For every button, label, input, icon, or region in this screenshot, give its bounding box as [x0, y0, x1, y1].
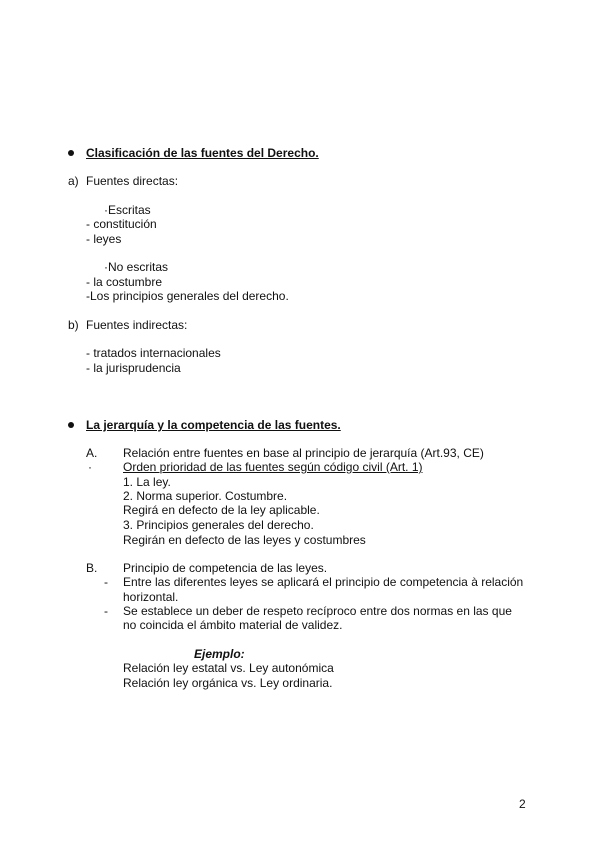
competence-item-line: Se establece un deber de respeto recíproco entre dos normas en las que: [123, 604, 512, 618]
fuentes-indirectas-title: Fuentes indirectas:: [86, 318, 188, 332]
sub-bullet-marker: ·: [88, 460, 92, 474]
priority-order-heading: Orden prioridad de las fuentes según código civil (Art. 1): [123, 460, 423, 474]
list-marker-B: B.: [86, 561, 98, 575]
priority-line: Regirá en defecto de la ley aplicable.: [123, 503, 320, 517]
example-label: Ejemplo:: [194, 647, 245, 661]
list-marker-a: a): [68, 174, 79, 188]
priority-line: Regirán en defecto de las leyes y costumbres: [123, 533, 366, 547]
competence-principle-text: Principio de competencia de las leyes.: [123, 561, 328, 575]
list-item: - constitución: [86, 217, 157, 231]
bullet-icon: [68, 422, 74, 428]
priority-line: 2. Norma superior. Costumbre.: [123, 489, 288, 503]
section-heading-classification: Clasificación de las fuentes del Derecho.: [86, 146, 319, 160]
competence-item-line: horizontal.: [123, 590, 179, 604]
escritas-label: ·Escritas: [104, 203, 151, 217]
list-item: - tratados internacionales: [86, 346, 221, 360]
list-item: -Los principios generales del derecho.: [86, 289, 289, 303]
list-marker-A: A.: [86, 446, 98, 460]
no-escritas-label: ·No escritas: [104, 260, 169, 274]
section-heading-hierarchy: La jerarquía y la competencia de las fuentes.: [86, 418, 341, 432]
list-item: - la jurisprudencia: [86, 361, 181, 375]
bullet-icon: [68, 150, 74, 156]
example-line: Relación ley estatal vs. Ley autonómica: [123, 661, 334, 675]
dash-marker: -: [104, 575, 108, 589]
hierarchy-principle-text: Relación entre fuentes en base al principio de jerarquía (Art.93, CE): [123, 446, 484, 460]
fuentes-directas-title: Fuentes directas:: [86, 174, 179, 188]
list-marker-b: b): [68, 318, 79, 332]
competence-item-line: no coincida el ámbito material de validez.: [123, 618, 343, 632]
dash-marker: -: [104, 604, 108, 618]
priority-line: 1. La ley.: [123, 475, 171, 489]
competence-item-line: Entre las diferentes leyes se aplicará el principio de competencia à relación: [123, 575, 524, 589]
list-item: - leyes: [86, 232, 122, 246]
list-item: - la costumbre: [86, 275, 163, 289]
priority-line: 3. Principios generales del derecho.: [123, 518, 314, 532]
page-number: 2: [519, 797, 526, 811]
example-line: Relación ley orgánica vs. Ley ordinaria.: [123, 676, 333, 690]
